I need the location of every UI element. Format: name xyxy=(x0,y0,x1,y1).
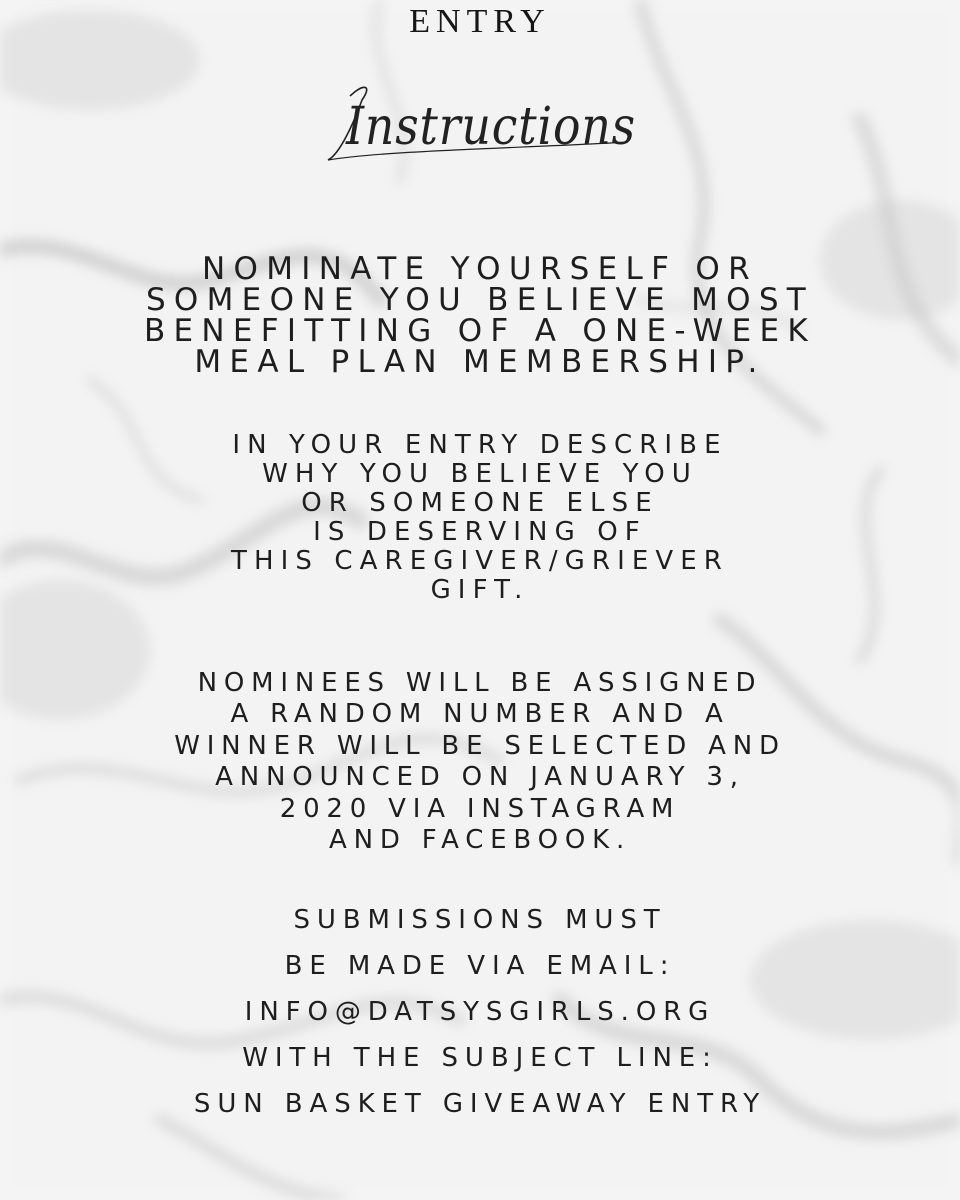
nominees-paragraph xyxy=(60,668,900,856)
nominate-paragraph xyxy=(60,251,900,380)
instructions-script-text: Instructions xyxy=(345,97,636,157)
submissions-line: BE MADE VIA EMAIL: xyxy=(284,951,676,981)
nominees-line: NOMINEES WILL BE ASSIGNED xyxy=(197,668,763,698)
describe-line: IS DESERVING OF xyxy=(313,517,647,547)
describe-line: WHY YOU BELIEVE YOU xyxy=(262,459,698,489)
nominees-line: WINNER WILL BE SELECTED AND xyxy=(174,730,786,761)
submissions-line: SUBMISSIONS MUST xyxy=(293,905,667,935)
nominate-line: NOMINATE YOURSELF OR xyxy=(202,251,758,287)
email-address: INFO@DATSYSGIRLS.ORG xyxy=(244,997,716,1027)
nominees-line: AND FACEBOOK. xyxy=(328,825,632,856)
nominate-line: SOMEONE YOU BELIEVE MOST xyxy=(145,282,815,318)
nominees-line: 2020 VIA INSTAGRAM xyxy=(279,793,681,824)
nominees-line: ANNOUNCED ON JANUARY 3, xyxy=(215,762,745,793)
describe-line: OR SOMEONE ELSE xyxy=(301,488,659,518)
describe-line: IN YOUR ENTRY DESCRIBE xyxy=(232,430,728,460)
describe-paragraph xyxy=(60,431,900,605)
submissions-paragraph xyxy=(60,897,900,1127)
describe-line: GIFT. xyxy=(430,575,530,605)
nominees-line: A RANDOM NUMBER AND A xyxy=(230,699,730,730)
nominate-line: MEAL PLAN MEMBERSHIP. xyxy=(194,344,766,380)
nominate-line: BENEFITTING OF A ONE-WEEK xyxy=(143,313,817,349)
describe-line: THIS CAREGIVER/GRIEVER xyxy=(231,546,729,576)
instructions-script-title xyxy=(310,62,650,180)
entry-heading: ENTRY xyxy=(409,3,551,40)
submissions-line: WITH THE SUBJECT LINE: xyxy=(242,1043,718,1073)
subject-line-text: SUN BASKET GIVEAWAY ENTRY xyxy=(193,1089,767,1119)
